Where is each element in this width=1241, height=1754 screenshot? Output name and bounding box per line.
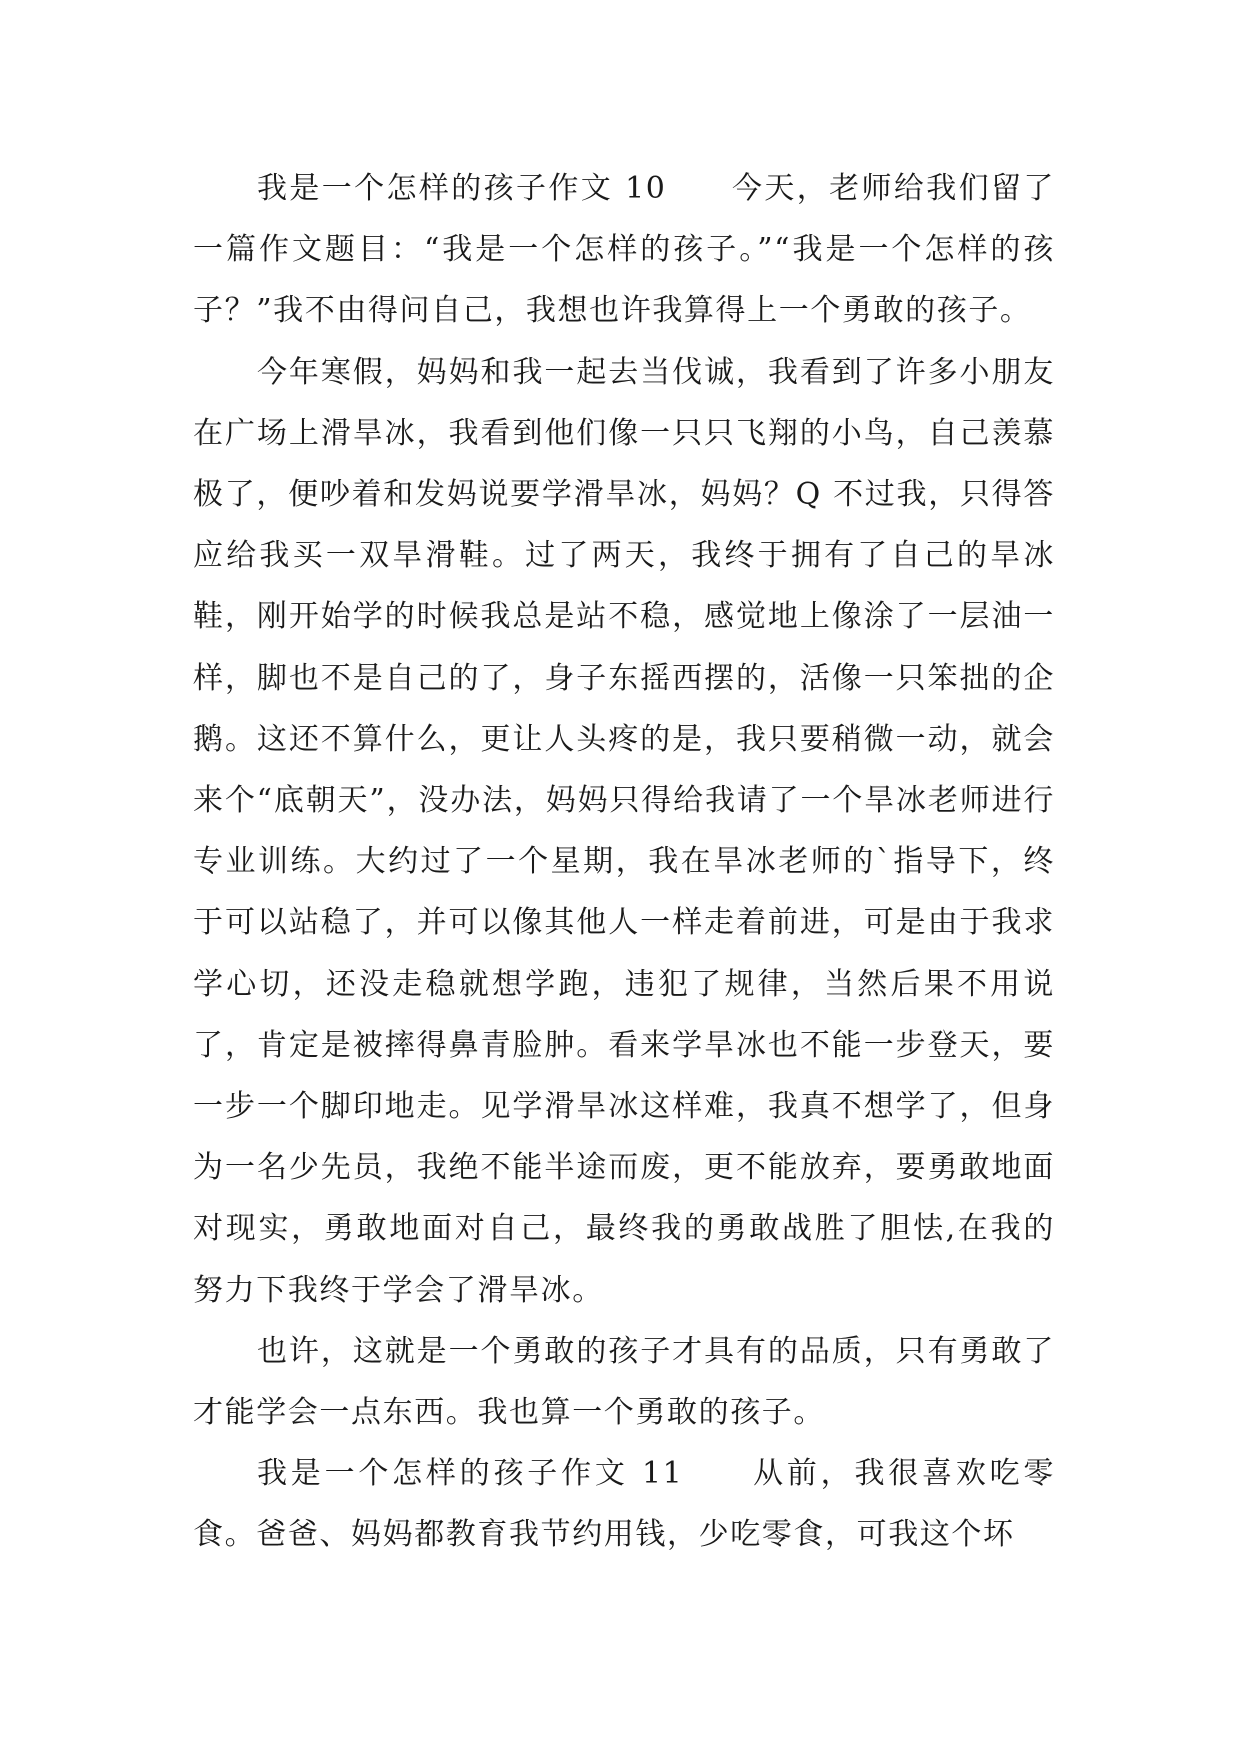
document-body	[193, 158, 1055, 1566]
paragraph-essay-11-intro: 我是一个怎样的孩子作文 11 从前，我很喜欢吃零食。爸爸、妈妈都教育我节约用钱，少吃零食，可我这个坏	[193, 1456, 1055, 1553]
paragraph-conclusion: 也许，这就是一个勇敢的孩子才具有的品质，只有勇敢了才能学会一点东西。我也算一个勇敢的孩子。	[193, 1333, 1055, 1431]
paragraph-essay-10-intro: 我是一个怎样的孩子作文 10 今天，老师给我们留了一篇作文题目：“我是一个怎样的孩子。”“我是一个怎样的孩子？”我不由得问自己，我想也许我算得上一个勇敢的孩子。	[193, 171, 1055, 329]
paragraph-skating-story: 今年寒假，妈妈和我一起去当伐诚，我看到了许多小朋友在广场上滑旱冰，我看到他们像一只只飞翔的小鸟，自己羡慕极了，便吵着和发妈说要学滑旱冰，妈妈？Q 不过我，只得答应给我买一双旱滑鞋。过了两天，我终于拥有了自己的旱冰鞋，刚开始学的时候我总是站不稳，感觉地上像涂了一层油一样，脚也不是自己的了，身子东摇西摆的，活像一只笨拙的企鹅。这还不算什么，更让人头疼的是，我只要稍微一动，就会来个“底朝天”，没办法，妈妈只得给我请了一个旱冰老师进行专业训练。大约过了一个星期，我在旱冰老师的`指导下，终于可以站稳了，并可以像其他人一样走着前进，可是由于我求学心切，还没走稳就想学跑，违犯了规律，当然后果不用说了，肯定是被摔得鼻青脸肿。看来学旱冰也不能一步登天，要一步一个脚印地走。见学滑旱冰这样难，我真不想学了，但身为一名少先员，我绝不能半途而废，更不能放弃，要勇敢地面对现实，勇敢地面对自己，最终我的勇敢战胜了胆怯,在我的努力下我终于学会了滑旱冰。	[193, 354, 1055, 1308]
